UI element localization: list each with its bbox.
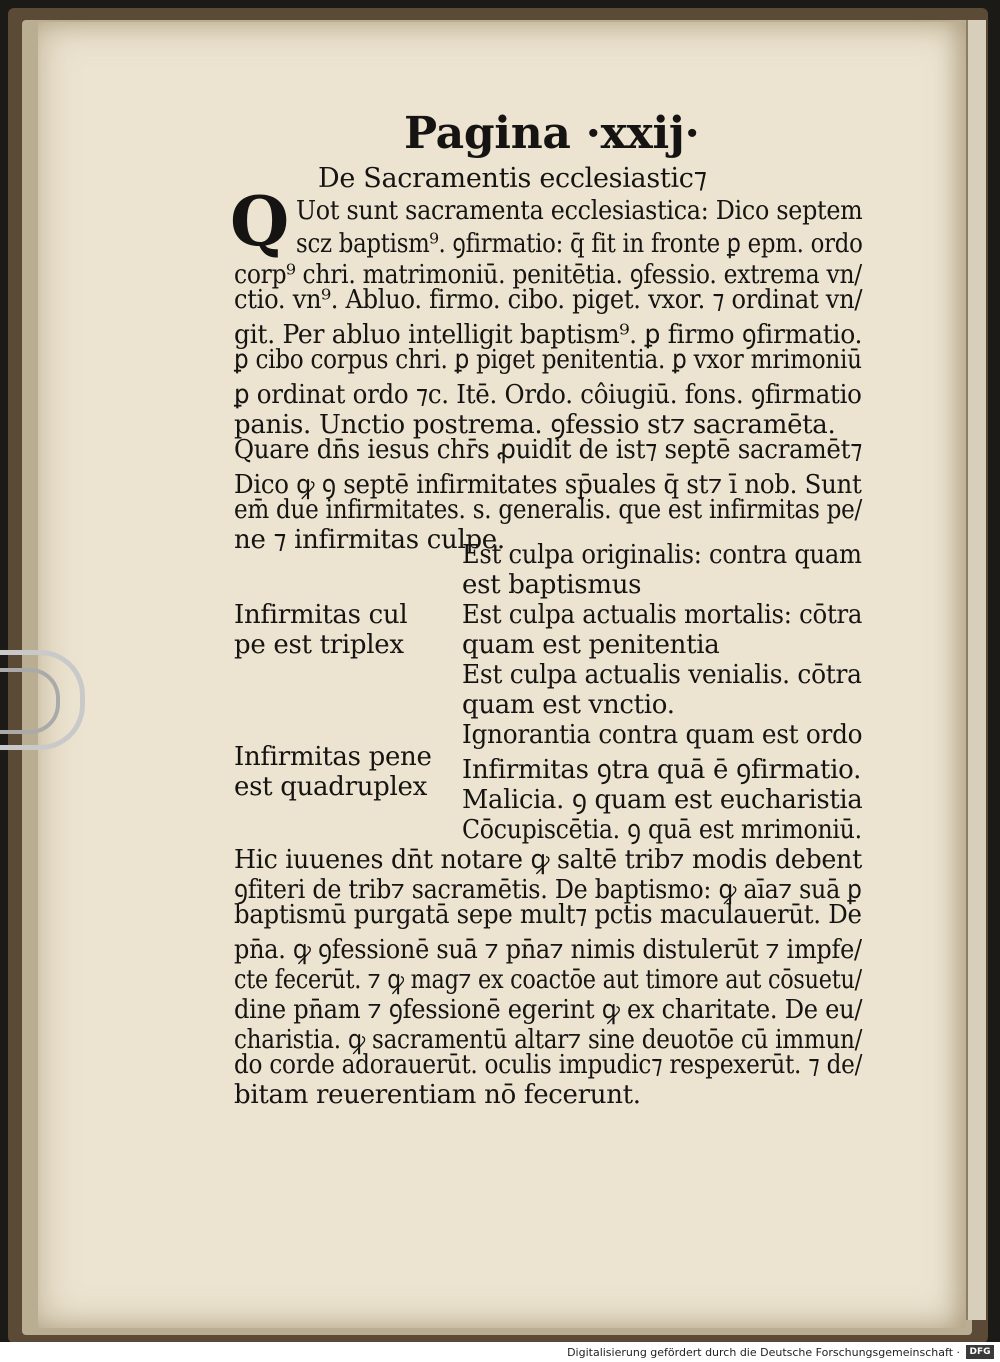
table-label: pe est triplex <box>234 630 404 660</box>
text-line: charistia. ꝙ sacramentū altar⁊ sine deuotōe cū immun/ <box>234 1025 863 1055</box>
text-line: panis. Unctio postrema. ꝯfessio st⁊ sacramēta. <box>234 410 836 440</box>
section-heading: De Sacramentis ecclesiastic⁊ <box>318 163 707 194</box>
facing-page-edge <box>966 20 986 1320</box>
text-line: pn̄a. ꝙ ꝯfessionē suā ⁊ pn̄a⁊ nimis distulerūt ⁊ impfe/ <box>234 935 862 965</box>
text-line: Uot sunt sacramenta ecclesiastica: Dico septem <box>296 196 863 226</box>
text-line: corp⁹ chri. matrimoniū. penitētia. ꝯfessio. extrema vn/ <box>234 260 862 290</box>
text-line: cte fecerūt. ⁊ ꝙ mag⁊ ex coactōe aut timore aut cōsuetu/ <box>234 965 862 995</box>
funding-credit: Digitalisierung gefördert durch die Deutsche Forschungsgemeinschaft · <box>567 1346 960 1359</box>
table-entry: quam est penitentia <box>462 630 720 660</box>
table-entry: Malicia. ꝯ quam est eucharistia <box>462 785 863 815</box>
table-entry: Est culpa originalis: contra quam <box>462 540 862 570</box>
table-entry: Cōcupiscētia. ꝯ quā est mrimoniū. <box>462 815 862 845</box>
text-line: dine pn̄am ⁊ ꝯfessionē egerint ꝙ ex charitate. De eu/ <box>234 995 863 1025</box>
text-line: ctio. vn⁹. Abluo. firmo. cibo. piget. vxor. ⁊ ordinat vn/ <box>234 285 863 315</box>
page-title: Pagina ·xxij· <box>404 108 700 159</box>
dfg-logo-icon: DFG <box>966 1345 994 1359</box>
table-label: est quadruplex <box>234 772 427 802</box>
text-line: bitam reuerentiam nō fecerunt. <box>234 1080 641 1110</box>
table-entry: quam est vnctio. <box>462 690 675 720</box>
text-line: em̄ due infirmitates. s. generalis. que est infirmitas pe/ <box>234 495 862 525</box>
table-label: Infirmitas pene <box>234 742 432 772</box>
text-line: Hic iuuenes dn̄t notare ꝙ saltē trib⁊ modis debent <box>234 845 862 875</box>
text-line: do corde adorauerūt. oculis impudic⁊ respexerūt. ⁊ de/ <box>234 1050 863 1080</box>
table-entry: Est culpa actualis venialis. cōtra <box>462 660 862 690</box>
paper-clip-inner <box>0 668 60 734</box>
table-entry: est baptismus <box>462 570 642 600</box>
text-line: ꝑ ordinat ordo ⁊c. Itē. Ordo. côiugiū. fons. ꝯfirmatio <box>234 380 862 410</box>
table-entry: Est culpa actualis mortalis: cōtra <box>462 600 863 630</box>
footer-bar <box>0 1342 1000 1362</box>
text-line: Dico ꝙ ꝯ septē infirmitates sp̄uales q̄ st⁊ ī nob. Sunt <box>234 470 862 500</box>
text-line: Quare dn̄s iesus chr̄s ꝓuidit de ist⁊ septē sacramēt⁊ <box>234 435 863 465</box>
text-line: ne ⁊ infirmitas culpe. <box>234 525 505 555</box>
table-label: Infirmitas cul <box>234 600 408 630</box>
table-entry: Infirmitas ꝯtra quā ē ꝯfirmatio. <box>462 755 862 785</box>
table-entry: Ignorantia contra quam est ordo <box>462 720 863 750</box>
text-line: baptismū purgatā sepe mult⁊ pctis maculauerūt. De <box>234 900 862 930</box>
text-line: scz baptism⁹. ꝯfirmatio: q̄ fit in fronte ꝑ epm. ordo <box>296 229 863 259</box>
text-line: git. Per abluo intelligit baptism⁹. ꝑ firmo ꝯfirmatio. <box>234 320 863 350</box>
text-line: ꝑ cibo corpus chri. ꝑ piget penitentia. ꝑ vxor mrimoniū <box>234 345 862 375</box>
drop-capital: Q <box>230 182 289 262</box>
text-line: ꝯfiteri de trib⁊ sacramētis. De baptismo: ꝙ aīa⁊ suā ꝑ <box>234 875 862 905</box>
